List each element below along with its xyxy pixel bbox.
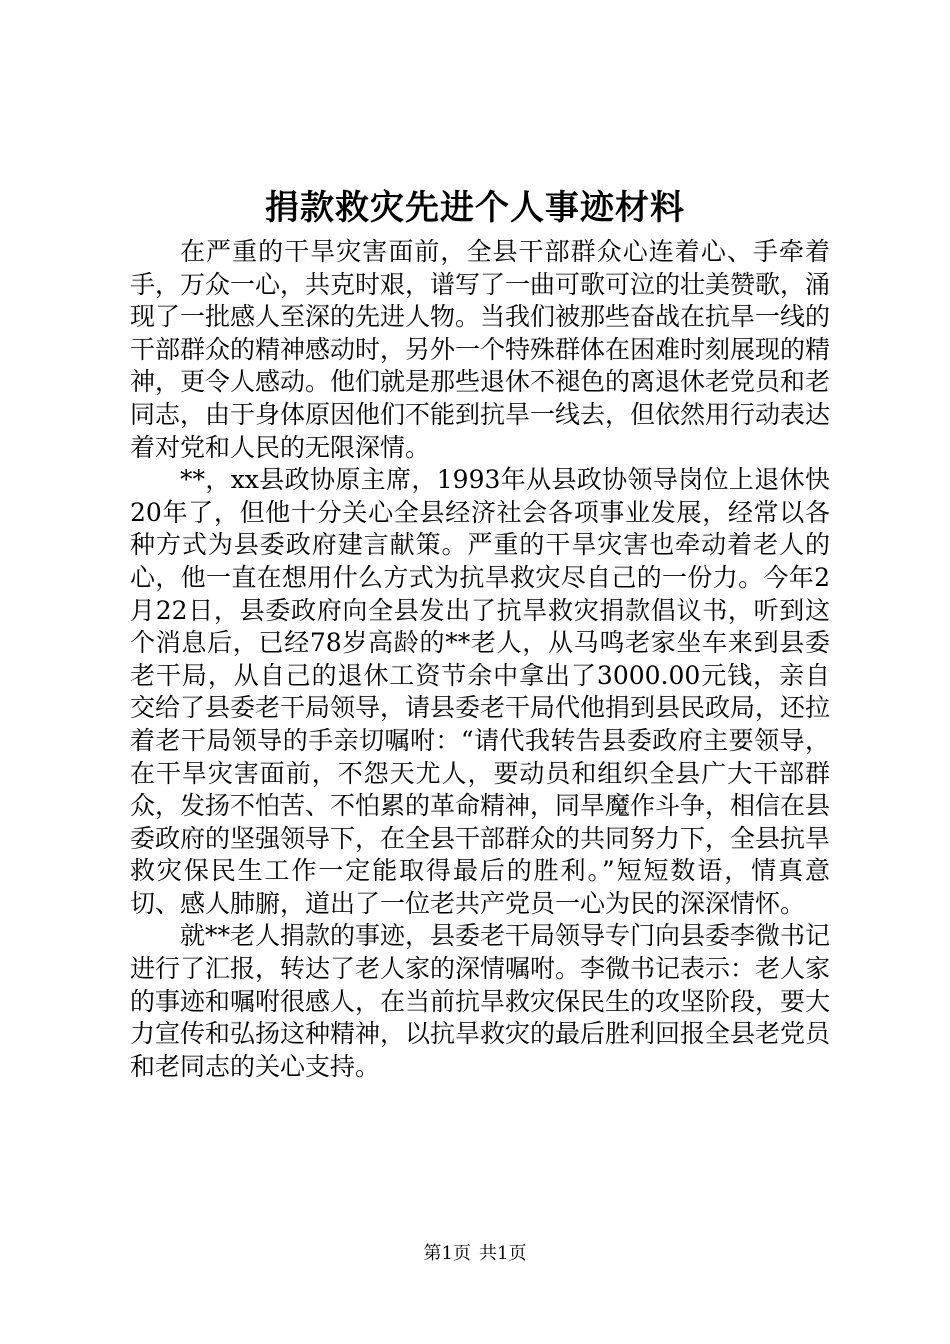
document-title: 捐款救灾先进个人事迹材料 — [265, 188, 685, 228]
page-footer — [0, 1242, 950, 1266]
page-number: 第1页 — [423, 1243, 471, 1264]
paragraph-1: 在严重的干旱灾害面前，全县干部群众心连着心、手牵着手，万众一心，共克时艰，谱写了一曲可歌可泣的壮美赞歌，涌现了一批感人至深的先进人物。当我们被那些奋战在抗旱一线的干部群众的精神感动时，另外一个特殊群体在困难时刻展现的精神，更令人感动。他们就是那些退休不褪色的离退休老党员和老同志，由于身体原因他们不能到抗旱一线去，但依然用行动表达着对党和人民的无限深情。 — [130, 237, 831, 462]
paragraph-3: 就**老人捐款的事迹，县委老干局领导专门向县委李微书记进行了汇报，转达了老人家的深情嘱咐。李微书记表示：老人家的事迹和嘱咐很感人，在当前抗旱救灾保民生的攻坚阶段，要大力宣传和弘扬这种精神，以抗旱救灾的最后胜利回报全县老党员和老同志的关心支持。 — [130, 921, 831, 1081]
document-body — [130, 236, 830, 1083]
page-total: 共1页 — [479, 1243, 527, 1264]
paragraph-2: **，xx县政协原主席，1993年从县政协领导岗位上退休快20年了，但他十分关心全县经济社会各项事业发展，经常以各种方式为县委政府建言献策。严重的干旱灾害也牵动着老人的心，他一直在想用什么方式为抗旱救灾尽自己的一份力。今年2月22日，县委政府向全县发出了抗旱救灾捐款倡议书，听到这个消息后，已经78岁高龄的**老人，从马鸣老家坐车来到县委老干局，从自己的退休工资节余中拿出了3000.00元钱，亲自交给了县委老干局领导，请县委老干局代他捐到县民政局，还拉着老干局领导的手亲切嘱咐：“请代我转告县委政府主要领导，在干旱灾害面前，不怨天尤人，要动员和组织全县广大干部群众，发扬不怕苦、不怕累的革命精神，同旱魔作斗争，相信在县委政府的坚强领导下，在全县干部群众的共同努力下，全县抗旱救灾保民生工作一定能取得最后的胜利。”短短数语，情真意切、感人肺腑，道出了一位老共产党员一心为民的深深情怀。 — [130, 465, 831, 918]
